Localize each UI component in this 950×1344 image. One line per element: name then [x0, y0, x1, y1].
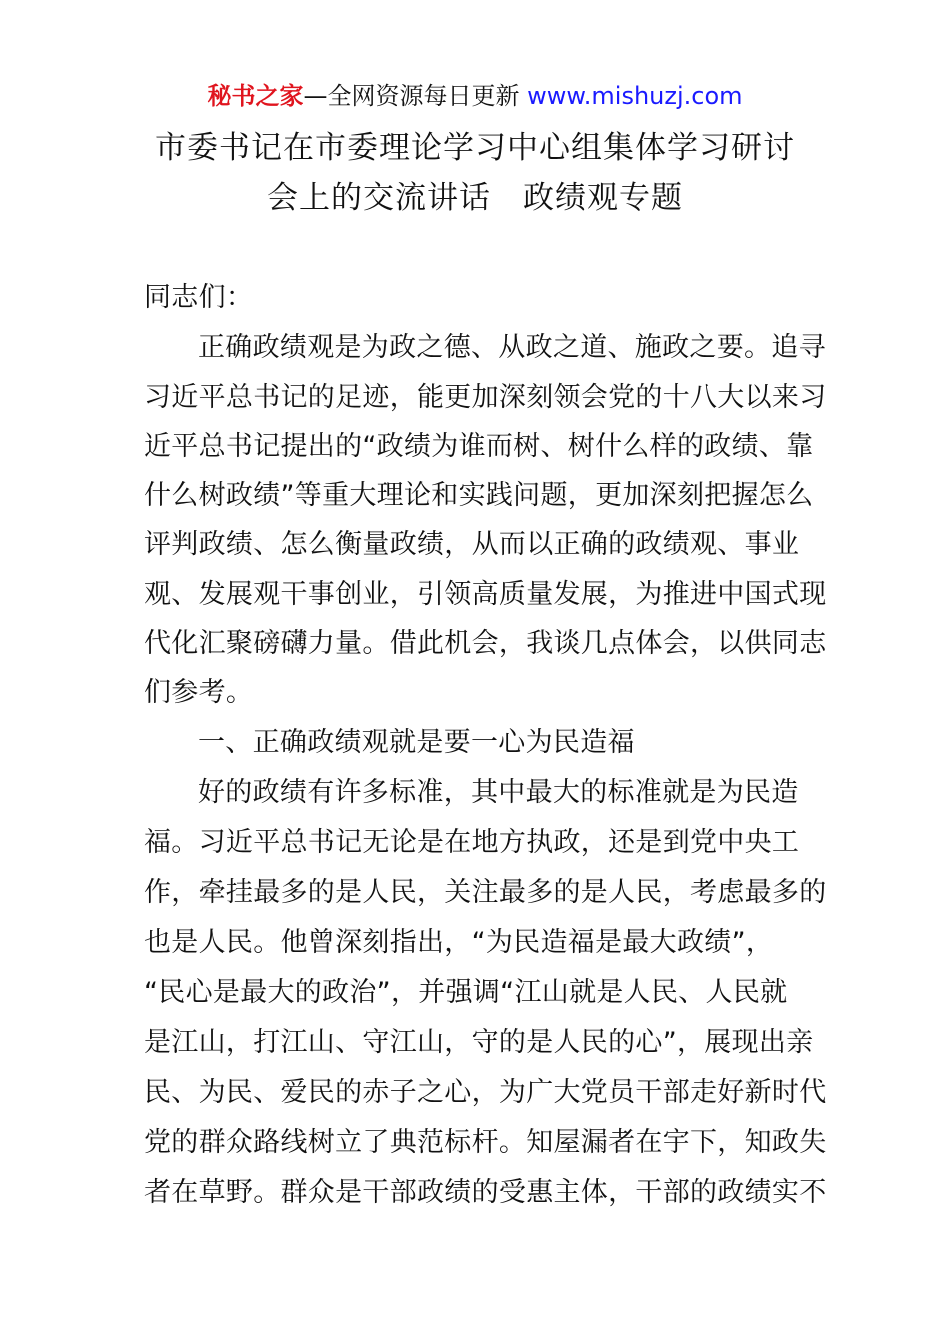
brand-name: 秘书之家 — [207, 82, 304, 110]
paragraph-line: 是江山，打江山、守江山，守的是人民的心”，展现出亲 — [144, 1027, 814, 1058]
paragraph-line: 民、为民、爱民的赤子之心，为广大党员干部走好新时代 — [144, 1077, 827, 1108]
paragraph-line: 也是人民。他曾深刻指出，“为民造福是最大政绩”， — [144, 927, 774, 958]
paragraph-line: 党的群众路线树立了典范标杆。知屋漏者在宇下，知政失 — [144, 1127, 827, 1158]
paragraph-line: 作，牵挂最多的是人民，关注最多的是人民，考虑最多的 — [144, 877, 827, 908]
paragraph-line: 们参考。 — [144, 677, 254, 708]
paragraph-line: 好的政绩有许多标准，其中最大的标准就是为民造 — [198, 777, 799, 808]
site-header — [0, 80, 950, 112]
header-tagline: —全网资源每日更新 — [303, 82, 520, 110]
document-title-line-2: 会上的交流讲话 政绩观专题 — [267, 180, 683, 216]
site-url-link[interactable]: www.mishuzj.com — [527, 82, 743, 110]
paragraph-line: 近平总书记提出的“政绩为谁而树、树什么样的政绩、靠 — [144, 431, 814, 462]
paragraph-line: 习近平总书记的足迹，能更加深刻领会党的十八大以来习 — [144, 382, 827, 413]
paragraph-line: 代化汇聚磅礴力量。借此机会，我谈几点体会，以供同志 — [144, 628, 827, 659]
document-title-line-1: 市委书记在市委理论学习中心组集体学习研讨 — [155, 130, 795, 166]
salutation: 同志们： — [144, 282, 254, 313]
paragraph-line: 评判政绩、怎么衡量政绩，从而以正确的政绩观、事业 — [144, 529, 800, 560]
section-heading: 一、正确政绩观就是要一心为民造福 — [198, 727, 635, 758]
paragraph-line: “民心是最大的政治”，并强调“江山就是人民、人民就 — [144, 977, 788, 1008]
paragraph-line: 者在草野。群众是干部政绩的受惠主体，干部的政绩实不 — [144, 1177, 827, 1208]
paragraph-line: 福。习近平总书记无论是在地方执政，还是到党中央工 — [144, 827, 800, 858]
paragraph-line: 什么树政绩”等重大理论和实践问题，更加深刻把握怎么 — [144, 480, 814, 511]
paragraph-line: 观、发展观干事创业，引领高质量发展，为推进中国式现 — [144, 579, 827, 610]
paragraph-line: 正确政绩观是为政之德、从政之道、施政之要。追寻 — [198, 332, 826, 363]
